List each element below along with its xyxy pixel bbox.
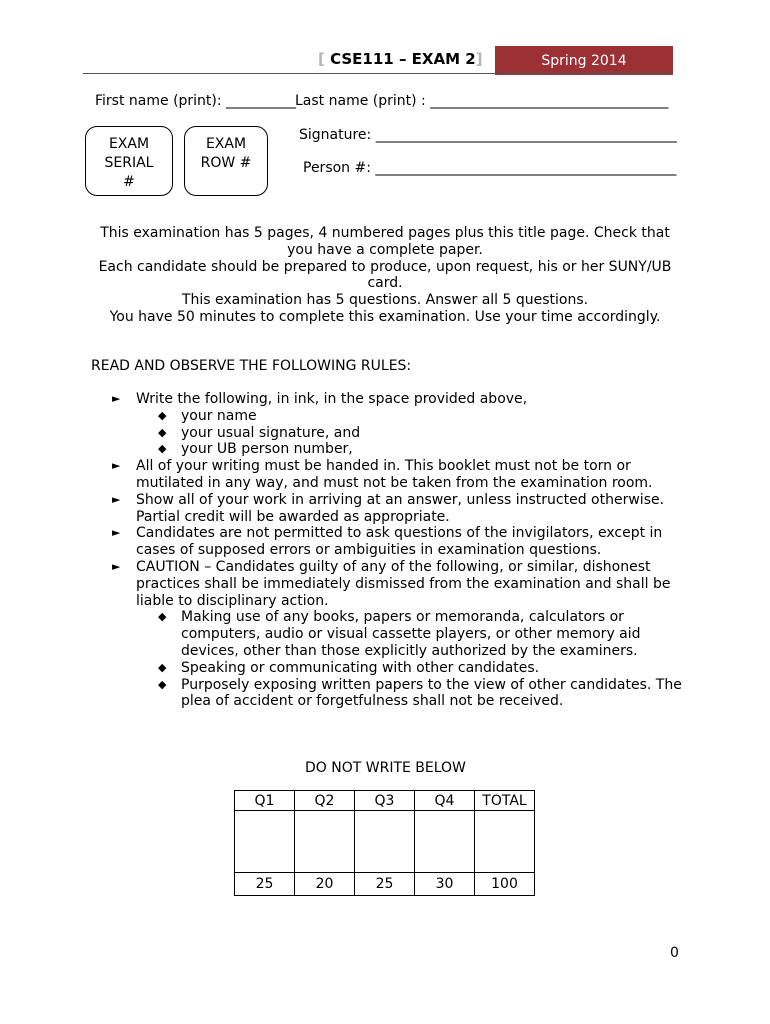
- term-badge: [495, 46, 673, 75]
- score-entry-cell: [415, 811, 475, 873]
- do-not-write-caption: DO NOT WRITE BELOW: [305, 760, 466, 776]
- score-points-cell: 25: [355, 873, 415, 896]
- last-name-field: Last name (print) : __________________________________: [295, 93, 669, 109]
- rule-item: ► All of your writing must be handed in. This booklet must not be torn or mutilated in any way, and must not be taken from the examination room.: [112, 458, 653, 491]
- exam-row-box: [184, 126, 268, 196]
- score-header-cell: Q2: [295, 791, 355, 811]
- rules-list: [110, 391, 690, 710]
- score-points-cell: 25: [235, 873, 295, 896]
- triangle-bullet-icon: ►: [112, 526, 121, 540]
- diamond-bullet-icon: ◆: [158, 660, 167, 674]
- rule-subitem: ◆ Speaking or communicating with other candidates.: [158, 659, 540, 676]
- rule-item: ► Write the following, in ink, in the space provided above,: [112, 391, 528, 407]
- rules-heading: READ AND OBSERVE THE FOLLOWING RULES:: [91, 358, 412, 374]
- score-table: [234, 790, 535, 896]
- triangle-bullet-icon: ►: [112, 559, 121, 573]
- exam-serial-line-3: #: [123, 174, 135, 190]
- term-label: Spring 2014: [541, 52, 627, 69]
- exam-serial-box: [85, 126, 173, 196]
- triangle-bullet-icon: ►: [112, 392, 121, 405]
- instruction-line: You have 50 minutes to complete this examination. Use your time accordingly.: [109, 308, 661, 325]
- signature-field: Signature: ___________________________________________: [299, 127, 677, 143]
- instruction-line: Each candidate should be prepared to produce, upon request, his or her SUNY/UB: [98, 258, 672, 275]
- instruction-line: card.: [367, 275, 403, 292]
- rule-subitem: ◆ Making use of any books, papers or memoranda, calculators or computers, audio or visual cassette players, or other memory aid devices, other than those explicitly authorized by the examiners.: [158, 609, 641, 659]
- triangle-bullet-icon: ►: [112, 492, 121, 506]
- rule-subitem: ◆ Purposely exposing written papers to the view of other candidates. The plea of accident or forgetfulness shall not be received.: [158, 676, 682, 710]
- person-number-field: Person #: ___________________________________________: [303, 160, 677, 176]
- score-entry-cell: [295, 811, 355, 873]
- diamond-bullet-icon: ◆: [158, 442, 167, 456]
- triangle-bullet-icon: ►: [112, 459, 121, 473]
- rule-subitem: ◆ your name: [158, 407, 257, 424]
- score-header-cell: Q3: [355, 791, 415, 811]
- rule-item: ► CAUTION – Candidates guilty of any of the following, or similar, dishonest practices shall be immediately dismissed from the examination and shall be liable to disciplinary action.: [112, 558, 671, 609]
- score-header-cell: Q4: [415, 791, 475, 811]
- exam-instructions: [80, 225, 690, 326]
- score-header-cell: Q1: [235, 791, 295, 811]
- header-divider: [83, 73, 673, 74]
- exam-serial-line-1: EXAM: [108, 136, 150, 152]
- diamond-bullet-icon: ◆: [158, 408, 167, 422]
- rule-item: ► Candidates are not permitted to ask questions of the invigilators, except in cases of supposed errors or ambiguities in examination questions.: [112, 525, 663, 559]
- first-name-field: First name (print): __________: [95, 93, 297, 109]
- score-entry-cell: [235, 811, 295, 873]
- rule-subitem: ◆ your usual signature, and: [158, 424, 361, 441]
- score-header-cell: TOTAL: [475, 791, 535, 811]
- diamond-bullet-icon: ◆: [158, 677, 167, 691]
- score-points-cell: 30: [415, 873, 475, 896]
- rule-item: ► Show all of your work in arriving at an answer, unless instructed otherwise. Partial credit will be awarded as appropriate.: [112, 491, 665, 525]
- score-points-cell: 100: [475, 873, 535, 896]
- instruction-line: you have a complete paper.: [287, 241, 483, 258]
- score-table-header-row: [235, 791, 535, 811]
- score-table-entry-row: [235, 811, 535, 873]
- instruction-line: This examination has 5 pages, 4 numbered pages plus this title page. Check that: [100, 225, 670, 241]
- score-points-cell: 20: [295, 873, 355, 896]
- score-entry-cell: [355, 811, 415, 873]
- score-entry-cell: [475, 811, 535, 873]
- exam-row-line-2: ROW #: [200, 155, 252, 171]
- rule-subitem: ◆ your UB person number,: [158, 441, 353, 458]
- exam-title: [ CSE111 – EXAM 2]: [318, 50, 483, 68]
- exam-row-line-1: EXAM: [205, 136, 247, 152]
- exam-serial-line-2: SERIAL: [104, 155, 154, 171]
- diamond-bullet-icon: ◆: [158, 425, 167, 439]
- score-table-points-row: [235, 873, 535, 896]
- page-number: 0: [670, 945, 679, 961]
- instruction-line: This examination has 5 questions. Answer all 5 questions.: [181, 292, 589, 309]
- diamond-bullet-icon: ◆: [158, 610, 167, 624]
